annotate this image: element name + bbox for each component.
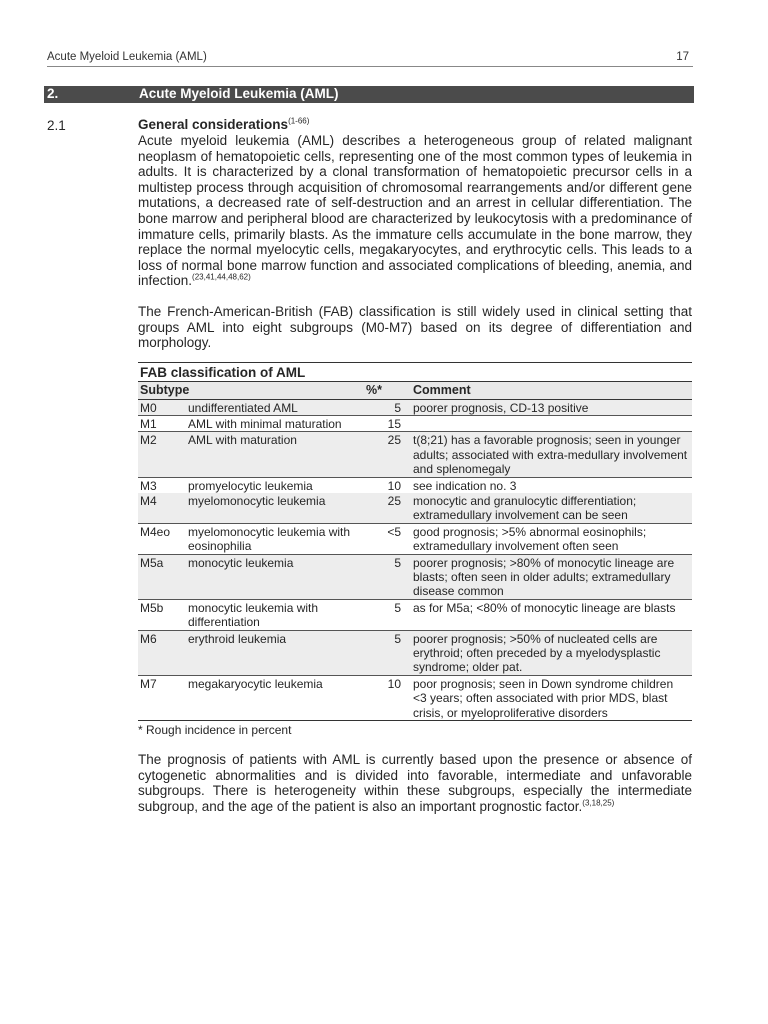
subtype-comment <box>411 415 692 431</box>
incidence-percent: 5 <box>364 599 411 630</box>
incidence-percent: 5 <box>364 399 411 415</box>
paragraph-fab: The French-American-British (FAB) classification is still widely used in clinical setting that groups AML into eight subgroups (M0-M7) based on its degree of differentiation and morphology. <box>138 303 692 351</box>
subtype-name: AML with minimal maturation <box>186 415 364 431</box>
subtype-code: M5b <box>138 599 186 630</box>
column-header-subtype: Subtype <box>138 382 364 399</box>
incidence-percent: 15 <box>364 415 411 431</box>
page-number: 17 <box>676 51 689 63</box>
incidence-percent: 10 <box>364 477 411 493</box>
subtype-comment: poorer prognosis; >50% of nucleated cells are erythroid; often preceded by a myelodysplastic syndrome; older pat. <box>411 630 692 675</box>
table-row <box>138 523 692 554</box>
subtype-comment: poorer prognosis, CD-13 positive <box>411 399 692 415</box>
subtype-name: monocytic leukemia with differentiation <box>186 599 364 630</box>
subtype-name: myelomonocytic leukemia with eosinophilia <box>186 523 364 554</box>
chapter-number: 2. <box>47 86 59 101</box>
table-title: FAB classification of AML <box>138 362 692 381</box>
section-heading-reference: (1-66) <box>288 116 310 126</box>
incidence-percent: 5 <box>364 554 411 599</box>
subtype-comment: see indication no. 3 <box>411 477 692 493</box>
subtype-code: M4 <box>138 493 186 523</box>
subtype-name: monocytic leukemia <box>186 554 364 599</box>
subtype-comment: t(8;21) has a favorable prognosis; seen in younger adults; associated with extra-medullary involvement and splenomegaly <box>411 432 692 477</box>
section-content <box>138 116 692 814</box>
subtype-code: M2 <box>138 432 186 477</box>
paragraph-intro-text: Acute myeloid leukemia (AML) describes a heterogeneous group of related malignant neoplasm of hematopoietic cells, representing one of the most common types of leukemia in adults. It is characterized by a clonal transformation of hematopoietic precursor cells in a multistep process through acquisition of chromosomal rearrangements and/or different gene mutations, a decreased rate of self-destruction and an arrest in cellular differentiation. The bone marrow and peripheral blood are characterized by leukocytosis with a predominance of immature cells, primarily blasts. As the immature cells accumulate in the bone marrow, they replace the normal myelocytic cells, megakaryocytes, and erythrocytic cells. This leads to a loss of normal bone marrow function and associated complications of bleeding, anemia, and infection. <box>138 133 692 289</box>
subtype-name: promyelocytic leukemia <box>186 477 364 493</box>
table-row <box>138 675 692 720</box>
table-footnote: * Rough incidence in percent <box>138 723 292 738</box>
subtype-comment: good prognosis; >5% abnormal eosinophils; extramedullary involvement often seen <box>411 523 692 554</box>
subtype-code: M4eo <box>138 523 186 554</box>
paragraph-prognosis-reference: (3,18,25) <box>582 798 615 808</box>
section-heading <box>138 116 692 133</box>
subtype-name: undifferentiated AML <box>186 399 364 415</box>
table-row <box>138 399 692 415</box>
incidence-percent: 10 <box>364 675 411 720</box>
subtype-name: erythroid leukemia <box>186 630 364 675</box>
table-row <box>138 415 692 431</box>
chapter-heading-bar <box>44 86 694 103</box>
subtype-code: M0 <box>138 399 186 415</box>
subtype-code: M5a <box>138 554 186 599</box>
table-header-row <box>138 382 692 399</box>
running-header-title: Acute Myeloid Leukemia (AML) <box>47 51 207 63</box>
column-header-comment: Comment <box>411 382 692 399</box>
incidence-percent: <5 <box>364 523 411 554</box>
table-row <box>138 493 692 523</box>
table-row <box>138 630 692 675</box>
subtype-code: M1 <box>138 415 186 431</box>
incidence-percent: 5 <box>364 630 411 675</box>
subtype-comment: as for M5a; <80% of monocytic lineage are blasts <box>411 599 692 630</box>
incidence-percent: 25 <box>364 493 411 523</box>
subtype-code: M3 <box>138 477 186 493</box>
subtype-comment: poorer prognosis; >80% of monocytic lineage are blasts; often seen in older adults; extramedullary disease common <box>411 554 692 599</box>
running-header <box>47 50 693 67</box>
paragraph-intro <box>138 133 692 289</box>
subtype-name: myelomonocytic leukemia <box>186 493 364 523</box>
incidence-percent: 25 <box>364 432 411 477</box>
table-row <box>138 477 692 493</box>
table-row <box>138 599 692 630</box>
table-row <box>138 554 692 599</box>
chapter-title: Acute Myeloid Leukemia (AML) <box>139 86 339 101</box>
subtype-code: M7 <box>138 675 186 720</box>
paragraph-prognosis <box>138 752 692 814</box>
section-number: 2.1 <box>47 118 66 133</box>
subtype-comment: poor prognosis; seen in Down syndrome children <3 years; often associated with prior MDS, blast crisis, or myeloproliferative disorders <box>411 675 692 720</box>
paragraph-intro-reference: (23,41,44,48,62) <box>192 272 251 282</box>
paragraph-prognosis-text: The prognosis of patients with AML is currently based upon the presence or absence of cytogenetic abnormalities and is divided into favorable, intermediate and unfavorable subgroups. There is heterogeneity within these subgroups, especially the intermediate subgroup, and the age of the patient is also an important prognostic factor. <box>138 752 692 814</box>
fab-classification-table <box>138 362 692 721</box>
table-row <box>138 432 692 477</box>
subtype-code: M6 <box>138 630 186 675</box>
subtype-name: megakaryocytic leukemia <box>186 675 364 720</box>
section-heading-text: General considerations <box>138 117 289 132</box>
subtype-comment: monocytic and granulocytic differentiation; extramedullary involvement can be seen <box>411 493 692 523</box>
subtype-name: AML with maturation <box>186 432 364 477</box>
column-header-percent: %* <box>364 382 411 399</box>
